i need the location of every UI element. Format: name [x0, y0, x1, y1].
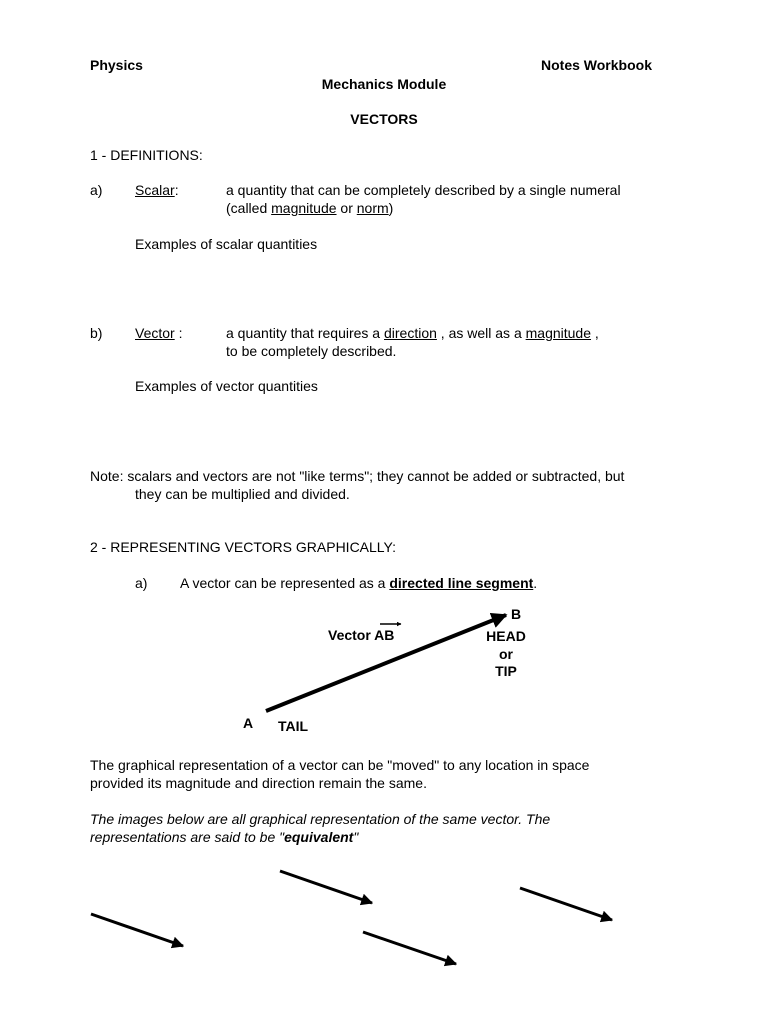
tail-label: TAIL — [278, 718, 309, 734]
module-title: Mechanics Module — [321, 76, 447, 92]
equivalent-vector-arrow — [91, 914, 183, 946]
equivalent-vector-arrow — [363, 932, 456, 964]
scalar-term-text: Scalar — [135, 182, 175, 198]
point-b-label: B — [511, 606, 522, 622]
note-line1: Note: scalars and vectors are not "like terms"; they cannot be added or subtracted, but — [90, 468, 625, 484]
note-line2: they can be multiplied and divided. — [135, 486, 350, 502]
workbook-title: Notes Workbook — [541, 57, 652, 73]
scalar-marker: a) — [90, 182, 103, 198]
section2-item-post: . — [533, 575, 538, 591]
section2-item-emph: directed line segment — [389, 575, 534, 591]
vector-label-prefix: Vector — [328, 627, 375, 643]
scalar-def-pre: (called — [226, 200, 272, 216]
para2-pre: representations are said to be " — [90, 829, 285, 845]
vector-def-pre: a quantity that requires a — [226, 325, 384, 341]
head-or-label: or — [499, 646, 513, 662]
para2-emph: equivalent — [284, 829, 354, 845]
equivalent-vector-arrow — [280, 871, 372, 903]
vector-label — [328, 626, 394, 644]
scalar-definition-line1: a quantity that can be completely described by a single numeral — [226, 182, 621, 198]
section2-item-marker: a) — [135, 575, 148, 591]
subject-title: Physics — [90, 57, 143, 73]
scalar-examples: Examples of scalar quantities — [135, 236, 318, 252]
vector-examples: Examples of vector quantities — [135, 378, 318, 394]
section2-heading: 2 - REPRESENTING VECTORS GRAPHICALLY: — [90, 539, 397, 555]
point-a-label: A — [243, 715, 254, 731]
equivalent-vector-arrow — [520, 888, 612, 920]
head-label: HEAD — [486, 628, 526, 644]
section1-heading: 1 - DEFINITIONS: — [90, 147, 203, 163]
tip-label: TIP — [495, 663, 517, 679]
para1-line2: provided its magnitude and direction remain the same. — [90, 775, 427, 791]
scalar-def-norm: norm — [356, 200, 389, 216]
topic-title: VECTORS — [350, 111, 418, 127]
scalar-def-magnitude: magnitude — [271, 200, 337, 216]
vector-term-text: Vector — [135, 325, 175, 341]
para2-line2 — [90, 828, 358, 846]
section2-item-pre: A vector can be represented as a — [180, 575, 390, 591]
vector-def-direction: direction — [384, 325, 437, 341]
scalar-def-mid: or — [336, 200, 357, 216]
vector-marker: b) — [90, 325, 103, 341]
vector-def-magnitude: magnitude — [525, 325, 592, 341]
vector-term-colon: : — [174, 325, 183, 341]
vector-label-name: AB — [374, 627, 395, 643]
para2-line1: The images below are all graphical representation of the same vector. The — [90, 811, 551, 827]
scalar-def-post: ) — [388, 200, 394, 216]
para2-post: " — [353, 829, 359, 845]
vector-def-post: , — [591, 325, 599, 341]
vector-def-mid: , as well as a — [436, 325, 526, 341]
para1-line1: The graphical representation of a vector can be "moved" to any location in space — [90, 757, 590, 773]
scalar-term-colon: : — [174, 182, 179, 198]
vector-definition-line2: to be completely described. — [226, 343, 397, 359]
